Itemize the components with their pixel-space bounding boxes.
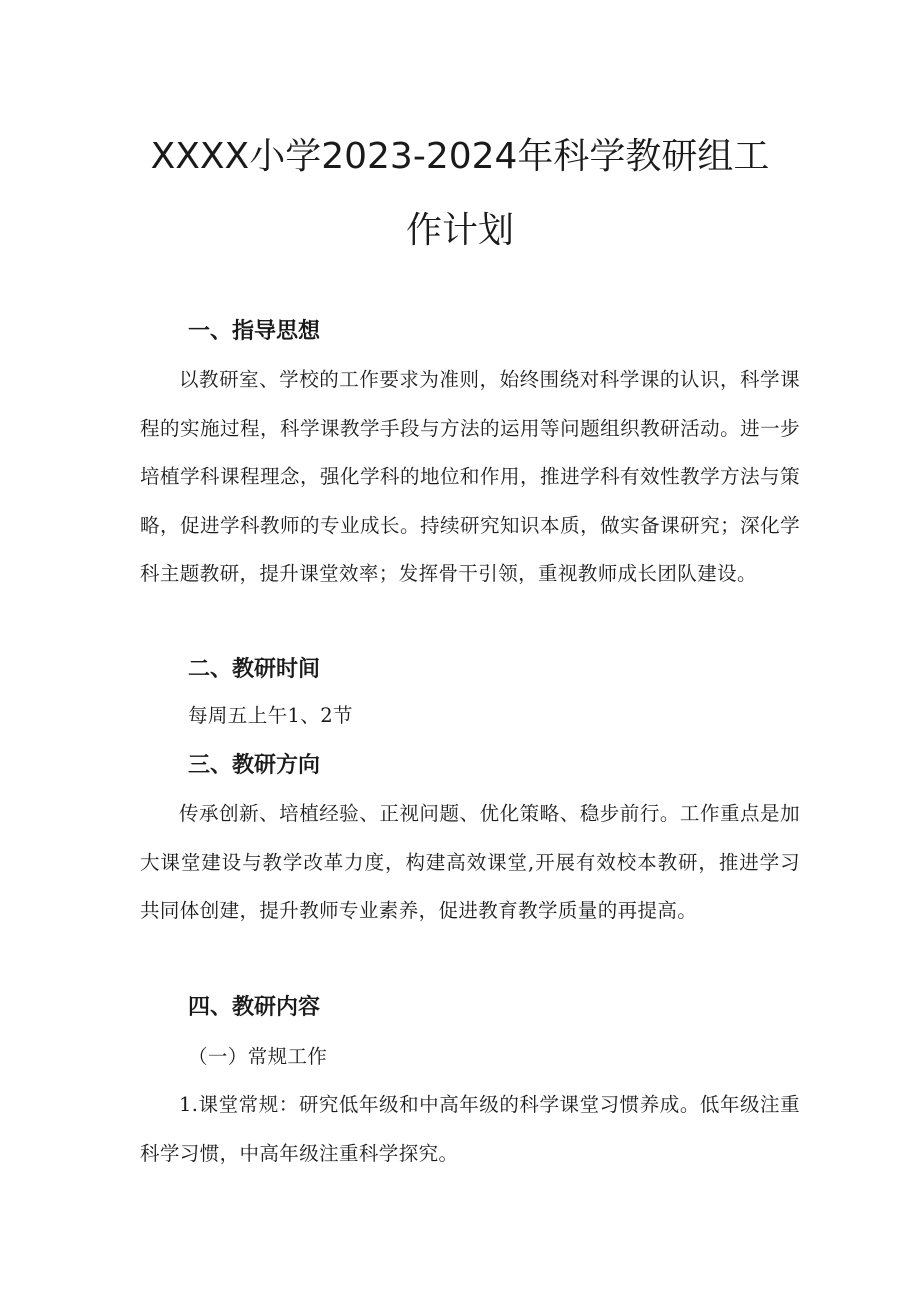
section-paragraph-research-direction: 传承创新、培植经验、正视问题、优化策略、稳步前行。工作重点是加大课堂建设与教学改革力度，构建高效课堂,开展有效校本教研，推进学习共同体创建，提升教师专业素养，促进教育教学质量的再提高。 [140, 802, 800, 922]
section-heading-guiding-ideology: 一、指导思想 [188, 319, 321, 344]
section-heading-research-direction: 三、教研方向 [188, 753, 321, 778]
document-title-line-1: XXXX小学2023-2024年科学教研组工 [150, 136, 770, 177]
section-paragraph-research-time: 每周五上午1、2节 [188, 704, 353, 727]
document-title-line-2: 作计划 [405, 210, 514, 251]
section-paragraph-guiding-ideology: 以教研室、学校的工作要求为准则，始终围绕对科学课的认识，科学课程的实施过程，科学课教学手段与方法的运用等问题组织教研活动。进一步培植学科课程理念，强化学科的地位和作用，推进学科有效性教学方法与策略，促进学科教师的专业成长。持续研究知识本质，做实备课研究；深化学科主题教研，提升课堂效率；发挥骨干引领，重视教师成长团队建设。 [140, 368, 800, 585]
section-heading-research-content: 四、教研内容 [188, 995, 321, 1020]
section-paragraph-classroom-routine: 1.课堂常规：研究低年级和中高年级的科学课堂习惯养成。低年级注重科学习惯，中高年级注重科学探究。 [140, 1093, 800, 1165]
subsection-heading-routine-work: （一）常规工作 [188, 1045, 328, 1068]
section-heading-research-time: 二、教研时间 [188, 657, 321, 682]
